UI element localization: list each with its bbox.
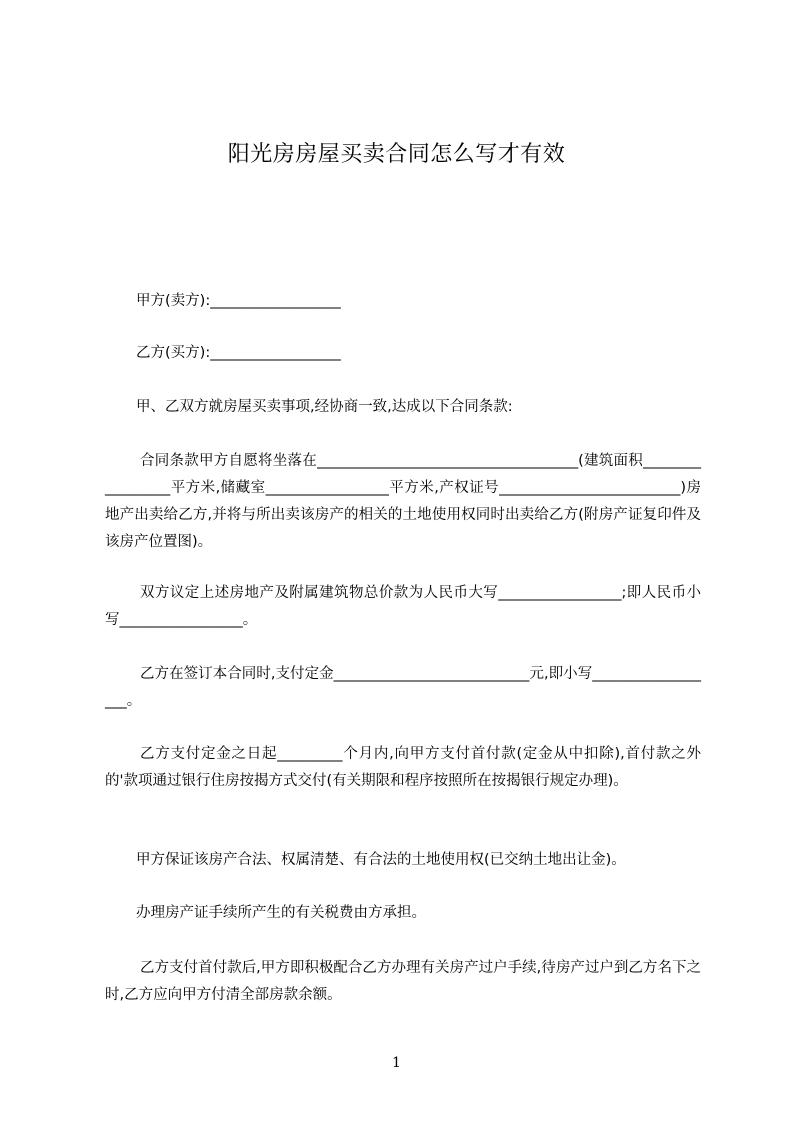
intro-paragraph: 甲、乙双方就房屋买卖事项,经协商一致,达成以下合同条款: bbox=[136, 399, 513, 415]
property-clause-paragraph: 合同条款甲方自愿将坐落在____________________________________(建筑面积_________________平方米,储藏室_________________平方米,产权证号_________________________)房地产出卖给乙方,并将与所出卖该房产的相关的土地使用权同时出卖给乙方(附房产证复印件及该房产位置图)。 bbox=[105, 453, 701, 550]
price-clause-paragraph: 双方议定上述房地产及附属建筑物总价款为人民币大写_________________;即人民币小写_________________。 bbox=[105, 585, 701, 628]
deposit-clause-paragraph: 乙方在签订本合同时,支付定金___________________________元,即小写__________________。 bbox=[105, 666, 701, 709]
transfer-clause-paragraph: 乙方支付首付款后,甲方即积极配合乙方办理有关房产过户手续,待房产过户到乙方名下之时,乙方应向甲方付清全部房款余额。 bbox=[105, 960, 701, 1003]
payment-clause-paragraph: 乙方支付定金之日起_________个月内,向甲方支付首付款(定金从中扣除),首付款之外的'款项通过银行住房按揭方式交付(有关期限和程序按照所在按揭银行规定办理)。 bbox=[105, 746, 701, 789]
document-title: 阳光房房屋买卖合同怎么写才有效 bbox=[227, 142, 566, 167]
seller-party-line: 甲方(卖方):__________________ bbox=[136, 293, 341, 309]
tax-clause-paragraph: 办理房产证手续所产生的有关税费由方承担。 bbox=[136, 905, 426, 921]
seller-guarantee-paragraph: 甲方保证该房产合法、权属清楚、有合法的土地使用权(已交纳土地出让金)。 bbox=[136, 852, 626, 868]
page-number: 1 bbox=[392, 1055, 401, 1071]
buyer-party-line: 乙方(买方):__________________ bbox=[136, 345, 341, 361]
